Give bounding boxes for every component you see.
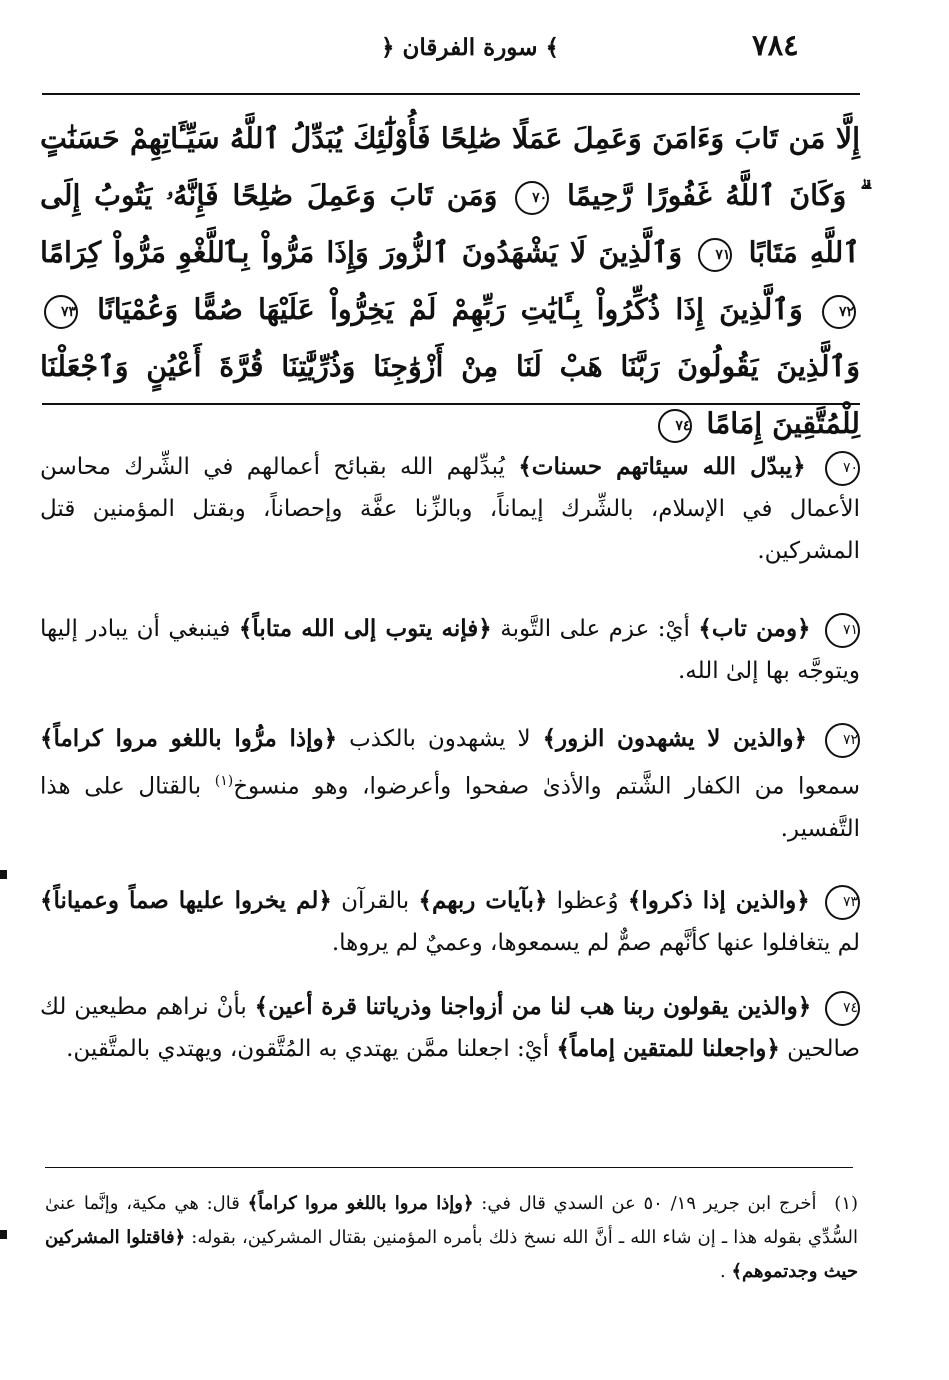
quoted-verse: ﴿والذين لا يشهدون الزور﴾ xyxy=(542,725,808,752)
tafsir-entry-74 xyxy=(40,986,860,1070)
tafsir-entry-73 xyxy=(40,880,860,964)
commentary-text: بأنْ نراهم مطيعين لك صالحين xyxy=(40,994,860,1062)
commentary-text: سمعوا من الكفار الشَّتم والأذىٰ صفحوا وأعرضوا، وهو منسوخ xyxy=(233,773,860,800)
tafsir-entry-70 xyxy=(40,446,860,572)
entry-number-badge: ٧٠ xyxy=(825,451,860,486)
ayah-marker: ٧٣ xyxy=(44,295,78,329)
commentary-text: لا يشهدون بالكذب xyxy=(337,726,531,752)
quran-verses xyxy=(40,110,860,440)
commentary-text: وُعظوا xyxy=(547,888,619,914)
quoted-verse: ﴿لم يخروا عليها صماً وعمياناً﴾ xyxy=(40,887,332,914)
quoted-verse: ﴿وإذا مرُّوا باللغو مروا كراماً﴾ xyxy=(40,725,338,752)
commentary-text: يُبدِّلهم الله بقبائح أعمالهم في الشِّرك محاسن الأعمال في الإسلام، بالشِّرك إيماناً، وبالزِّنا عفَّة وإحصاناً، وبقتل المؤمنين قتل المشركين. xyxy=(40,454,860,564)
middle-rule xyxy=(42,403,860,405)
commentary-text: لم يتغافلوا عنها كأنَّهم صمٌّ لم يسمعوها، وعميٌ لم يروها. xyxy=(331,930,860,956)
footnote-number: (١) xyxy=(834,1193,859,1214)
commentary-text: بالقتال على هذا التَّفسير. xyxy=(40,773,860,842)
entry-number-badge: ٧٢ xyxy=(825,723,860,758)
scan-edge-mark xyxy=(0,870,7,879)
scan-edge-mark xyxy=(0,1230,7,1239)
entry-number-badge: ٧١ xyxy=(825,613,860,648)
footnote-reference[interactable]: (١) xyxy=(214,773,234,789)
ayah-marker: ٧٠ xyxy=(515,181,549,215)
verse-text: وَٱلَّذِينَ لَا يَشْهَدُونَ ٱلزُّورَ وَإِذَا مَرُّواْ بِٱللَّغْوِ مَرُّواْ كِرَامًا xyxy=(40,235,683,269)
ayah-marker: ٧١ xyxy=(698,238,732,272)
quoted-verse: ﴿والذين يقولون ربنا هب لنا من أزواجنا وذرياتنا قرة أعين﴾ xyxy=(254,993,812,1020)
commentary-text: أيْ: عزم على التَّوبة xyxy=(491,616,690,642)
quoted-verse: ﴿فاقتلوا المشركين حيث وجدتموهم﴾ xyxy=(45,1227,858,1282)
verse-text: إِلَّا مَن تَابَ وَءَامَنَ وَعَمِلَ عَمَلًا صَٰلِحًا فَأُوْلَٰٓئِكَ يُبَدِّلُ ٱللَّهُ سَيِّـَٔاتِهِمْ حَسَنَٰتٍ ۗ وَكَانَ ٱللَّهُ غَفُورًا رَّحِيمًا xyxy=(40,121,860,212)
commentary-text: أيْ: اجعلنا ممَّن يهتدي به المُتَّقون، ويهتدي بالمتَّقين. xyxy=(66,1036,550,1062)
quoted-verse: ﴿بآيات ربهم﴾ xyxy=(418,887,548,914)
verse-text: وَٱلَّذِينَ إِذَا ذُكِّرُواْ بِـَٔايَٰتِ رَبِّهِمْ لَمْ يَخِرُّواْ عَلَيْهَا صُمًّا وَعُمْيَانًا xyxy=(97,292,803,326)
commentary-text: فينبغي أن يبادر إليها ويتوجَّه بها إلىٰ الله. xyxy=(40,616,860,684)
quoted-verse: ﴿واجعلنا للمتقين إماماً﴾ xyxy=(556,1035,780,1062)
tafsir-entry-71 xyxy=(40,608,860,692)
tafsir-entry-72 xyxy=(40,718,860,850)
surah-title: ﴿ سورة الفرقان ﴾ xyxy=(381,34,559,61)
quoted-verse: ﴿فإنه يتوب إلى الله متاباً﴾ xyxy=(238,615,492,642)
quoted-verse: ﴿يبدّل الله سيئاتهم حسنات﴾ xyxy=(518,453,806,480)
verse-text: وَمَن تَابَ وَعَمِلَ صَٰلِحًا فَإِنَّهُۥ يَتُوبُ إِلَى ٱللَّهِ مَتَابًا xyxy=(40,178,860,269)
entry-number-badge: ٧٣ xyxy=(825,885,860,920)
quoted-verse: ﴿وإذا مروا باللغو مروا كراماً﴾ xyxy=(247,1193,474,1214)
footnote-text: . xyxy=(720,1261,726,1282)
ayah-marker: ٧٢ xyxy=(822,295,856,329)
verse-text: وَٱلَّذِينَ يَقُولُونَ رَبَّنَا هَبْ لَنَا مِنْ أَزْوَٰجِنَا وَذُرِّيَّٰتِنَا قُرَّةَ أَعْيُنٍ وَٱجْعَلْنَا لِلْمُتَّقِينَ إِمَامًا xyxy=(40,349,860,440)
footnote xyxy=(45,1187,858,1289)
quoted-verse: ﴿والذين إذا ذكروا﴾ xyxy=(627,887,810,914)
entry-number-badge: ٧٤ xyxy=(825,991,860,1026)
commentary-text: بالقرآن xyxy=(331,888,410,914)
quoted-verse: ﴿ومن تاب﴾ xyxy=(698,615,811,642)
footnote-text: أخرج ابن جرير ١٩/ ٥٠ عن السدي قال في: xyxy=(473,1193,817,1214)
footnote-text: قال: هي مكية، وإنَّما عنىٰ السُّدِّي بقوله هذا ـ إن شاء الله ـ أنَّ الله نسخ ذلك بأمره المؤمنين بقتال المشركين، بقوله: xyxy=(45,1193,859,1248)
page-number: ٧٨٤ xyxy=(752,28,799,62)
top-rule xyxy=(42,93,860,95)
footnote-rule xyxy=(45,1167,853,1168)
ayah-marker: ٧٤ xyxy=(658,409,692,443)
